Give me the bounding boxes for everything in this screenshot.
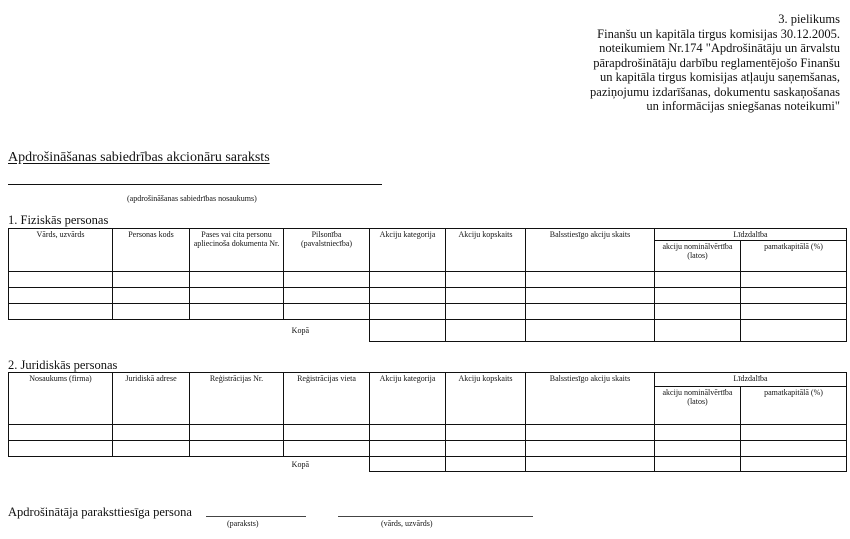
legal-entities-table (8, 372, 847, 472)
individuals-table (8, 228, 847, 342)
org-name-line[interactable] (8, 184, 382, 185)
total-row (9, 320, 847, 342)
org-name-caption: (apdrošināšanas sabiedrības nosaukums) (127, 194, 257, 203)
section1-heading: 1. Fiziskās personas (8, 213, 109, 227)
total-label: Kopā (291, 326, 309, 336)
total-label: Kopā (291, 459, 309, 469)
name-caption: (vārds, uzvārds) (381, 519, 433, 528)
header-line: Finanšu un kapitāla tirgus komisijas 30.12.2005. (597, 26, 840, 41)
col-header: Akciju kategorija (370, 229, 446, 272)
header-line: paziņojumu izdarīšanas, dokumentu saskaņošanas (590, 84, 840, 99)
group-header: Līdzdalība (655, 373, 847, 387)
table-row (9, 441, 847, 457)
col-header: Reģistrācijas vieta (284, 373, 370, 425)
col-header: Pilsonība (pavalstniecība) (284, 229, 370, 272)
section2-heading: 2. Juridiskās personas (8, 358, 118, 372)
page-title: Apdrošināšanas sabiedrības akcionāru saraksts (8, 150, 270, 165)
header-line: noteikumiem Nr.174 "Apdrošinātāju un ārvalstu (599, 41, 840, 55)
name-line[interactable] (338, 516, 533, 517)
col-header: Reģistrācijas Nr. (190, 373, 284, 425)
table-row (9, 288, 847, 304)
col-header: Akciju kategorija (370, 373, 446, 425)
signature-label: Apdrošinātāja paraksttiesīga persona (8, 505, 192, 519)
sub-col-header: pamatkapitālā (%) (741, 241, 847, 272)
col-header: Vārds, uzvārds (9, 229, 113, 272)
signature-caption: (paraksts) (227, 519, 259, 528)
col-header: Balsstiesīgo akciju skaits (526, 229, 655, 272)
document-header (460, 12, 840, 114)
col-header: Balsstiesīgo akciju skaits (526, 373, 655, 425)
sub-col-header: akciju nominālvērtība (latos) (655, 241, 741, 272)
header-line: un kapitāla tirgus komisijas atļauju saņemšanas, (599, 70, 840, 84)
header-line: un informācijas sniegšanas noteikumi" (646, 99, 840, 113)
sub-col-header: pamatkapitālā (%) (741, 387, 847, 425)
table-row (9, 272, 847, 288)
header-line: 3. pielikums (778, 12, 840, 26)
col-header: Akciju kopskaits (446, 229, 526, 272)
sub-col-header: akciju nominālvērtība (latos) (655, 387, 741, 425)
col-header: Akciju kopskaits (446, 373, 526, 425)
col-header: Nosaukums (firma) (9, 373, 113, 425)
col-header: Pases vai cita personu apliecinoša dokumenta Nr. (190, 229, 284, 272)
col-header: Juridiskā adrese (113, 373, 190, 425)
table-row (9, 304, 847, 320)
col-header: Personas kods (113, 229, 190, 272)
signature-line[interactable] (206, 516, 306, 517)
total-row (9, 457, 847, 472)
table-row (9, 425, 847, 441)
group-header: Līdzdalība (655, 229, 847, 241)
header-line: pārapdrošinātāju darbību reglamentējošo Finanšu (593, 55, 840, 70)
